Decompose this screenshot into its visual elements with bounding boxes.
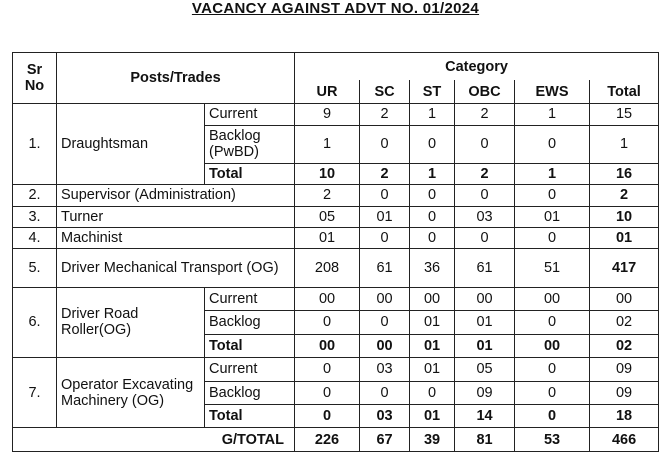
value-cell: 0 <box>455 227 515 248</box>
value-cell: 09 <box>455 381 515 404</box>
value-cell: 01 <box>295 227 360 248</box>
post-name-cell: Draughtsman <box>57 104 205 185</box>
value-cell: 01 <box>410 405 455 428</box>
value-cell: 0 <box>410 381 455 404</box>
col-obc-header: OBC <box>455 80 515 103</box>
value-cell: 0 <box>515 358 590 381</box>
value-cell: 1 <box>515 104 590 125</box>
sub-label-cell: Total <box>205 405 295 428</box>
col-total-header: Total <box>590 80 659 103</box>
sub-label-cell: Current <box>205 287 295 310</box>
sub-label-cell: Current <box>205 104 295 125</box>
value-cell: 0 <box>410 125 455 163</box>
total-cell: 417 <box>590 249 659 287</box>
value-cell: 208 <box>295 249 360 287</box>
sub-label-cell: Backlog (PwBD) <box>205 125 295 163</box>
post-name-cell: Machinist <box>57 227 295 248</box>
total-cell: 16 <box>590 163 659 184</box>
value-cell: 14 <box>455 405 515 428</box>
grand-total-row <box>13 428 659 452</box>
value-cell: 2 <box>455 104 515 125</box>
value-cell: 0 <box>515 405 590 428</box>
sr-no-cell: 7. <box>13 358 57 428</box>
sr-no-cell: 6. <box>13 287 57 357</box>
value-cell: 00 <box>410 287 455 310</box>
value-cell: 2 <box>295 185 360 206</box>
value-cell: 9 <box>295 104 360 125</box>
value-cell: 0 <box>295 311 360 334</box>
posts-trades-header: Posts/Trades <box>57 53 295 104</box>
value-cell: 0 <box>515 381 590 404</box>
value-cell: 67 <box>360 428 410 452</box>
value-cell: 39 <box>410 428 455 452</box>
value-cell: 01 <box>515 206 590 227</box>
total-cell: 00 <box>590 287 659 310</box>
post-name-cell: Supervisor (Administration) <box>57 185 295 206</box>
col-sc-header: SC <box>360 80 410 103</box>
value-cell: 226 <box>295 428 360 452</box>
value-cell: 0 <box>455 125 515 163</box>
value-cell: 61 <box>455 249 515 287</box>
value-cell: 0 <box>360 227 410 248</box>
sr-no-cell: 5. <box>13 249 57 287</box>
value-cell: 2 <box>360 104 410 125</box>
total-cell: 02 <box>590 311 659 334</box>
table-row <box>13 206 659 227</box>
value-cell: 0 <box>410 185 455 206</box>
sub-label-cell: Total <box>205 163 295 184</box>
value-cell: 01 <box>455 311 515 334</box>
table-row <box>13 227 659 248</box>
value-cell: 0 <box>295 358 360 381</box>
sr-no-header: Sr No <box>13 53 57 104</box>
value-cell: 00 <box>515 287 590 310</box>
total-cell: 09 <box>590 358 659 381</box>
value-cell: 00 <box>295 287 360 310</box>
value-cell: 10 <box>295 163 360 184</box>
value-cell: 2 <box>360 163 410 184</box>
value-cell: 05 <box>455 358 515 381</box>
value-cell: 00 <box>360 334 410 357</box>
col-ews-header: EWS <box>515 80 590 103</box>
total-cell: 15 <box>590 104 659 125</box>
header-row-top <box>13 53 659 81</box>
value-cell: 01 <box>410 334 455 357</box>
value-cell: 01 <box>410 311 455 334</box>
total-cell: 02 <box>590 334 659 357</box>
value-cell: 0 <box>410 227 455 248</box>
value-cell: 1 <box>515 163 590 184</box>
sub-label-cell: Total <box>205 334 295 357</box>
sub-label-cell: Backlog <box>205 311 295 334</box>
total-cell: 09 <box>590 381 659 404</box>
value-cell: 03 <box>360 405 410 428</box>
total-cell: 466 <box>590 428 659 452</box>
value-cell: 01 <box>410 358 455 381</box>
sr-no-cell: 2. <box>13 185 57 206</box>
value-cell: 01 <box>455 334 515 357</box>
value-cell: 00 <box>295 334 360 357</box>
value-cell: 0 <box>455 185 515 206</box>
value-cell: 01 <box>360 206 410 227</box>
value-cell: 0 <box>295 381 360 404</box>
value-cell: 03 <box>455 206 515 227</box>
total-cell: 2 <box>590 185 659 206</box>
value-cell: 1 <box>410 163 455 184</box>
value-cell: 0 <box>360 125 410 163</box>
sr-no-cell: 3. <box>13 206 57 227</box>
value-cell: 53 <box>515 428 590 452</box>
table-row <box>13 287 659 310</box>
value-cell: 81 <box>455 428 515 452</box>
post-name-cell: Turner <box>57 206 295 227</box>
total-cell: 01 <box>590 227 659 248</box>
value-cell: 51 <box>515 249 590 287</box>
value-cell: 0 <box>410 206 455 227</box>
value-cell: 0 <box>295 405 360 428</box>
total-cell: 10 <box>590 206 659 227</box>
document-title: VACANCY AGAINST ADVT NO. 01/2024 <box>191 0 480 17</box>
table-row <box>13 358 659 381</box>
value-cell: 61 <box>360 249 410 287</box>
sub-label-cell: Backlog <box>205 381 295 404</box>
value-cell: 0 <box>515 311 590 334</box>
category-header: Category <box>295 53 659 81</box>
total-cell: 18 <box>590 405 659 428</box>
sr-no-cell: 4. <box>13 227 57 248</box>
value-cell: 2 <box>455 163 515 184</box>
value-cell: 0 <box>515 125 590 163</box>
post-name-cell: Driver Road Roller(OG) <box>57 287 205 357</box>
col-st-header: ST <box>410 80 455 103</box>
table-row <box>13 185 659 206</box>
post-name-cell: Driver Mechanical Transport (OG) <box>57 249 295 287</box>
sr-no-cell: 1. <box>13 104 57 185</box>
vacancy-table <box>12 52 659 452</box>
col-ur-header: UR <box>295 80 360 103</box>
value-cell: 0 <box>360 311 410 334</box>
value-cell: 0 <box>515 185 590 206</box>
table-row <box>13 104 659 125</box>
value-cell: 0 <box>515 227 590 248</box>
value-cell: 05 <box>295 206 360 227</box>
value-cell: 00 <box>455 287 515 310</box>
value-cell: 00 <box>360 287 410 310</box>
value-cell: 0 <box>360 381 410 404</box>
value-cell: 36 <box>410 249 455 287</box>
value-cell: 00 <box>515 334 590 357</box>
total-cell: 1 <box>590 125 659 163</box>
value-cell: 1 <box>295 125 360 163</box>
value-cell: 1 <box>410 104 455 125</box>
grand-total-label: G/TOTAL <box>13 428 295 452</box>
table-row <box>13 249 659 287</box>
value-cell: 03 <box>360 358 410 381</box>
value-cell: 0 <box>360 185 410 206</box>
sub-label-cell: Current <box>205 358 295 381</box>
post-name-cell: Operator Excavating Machinery (OG) <box>57 358 205 428</box>
